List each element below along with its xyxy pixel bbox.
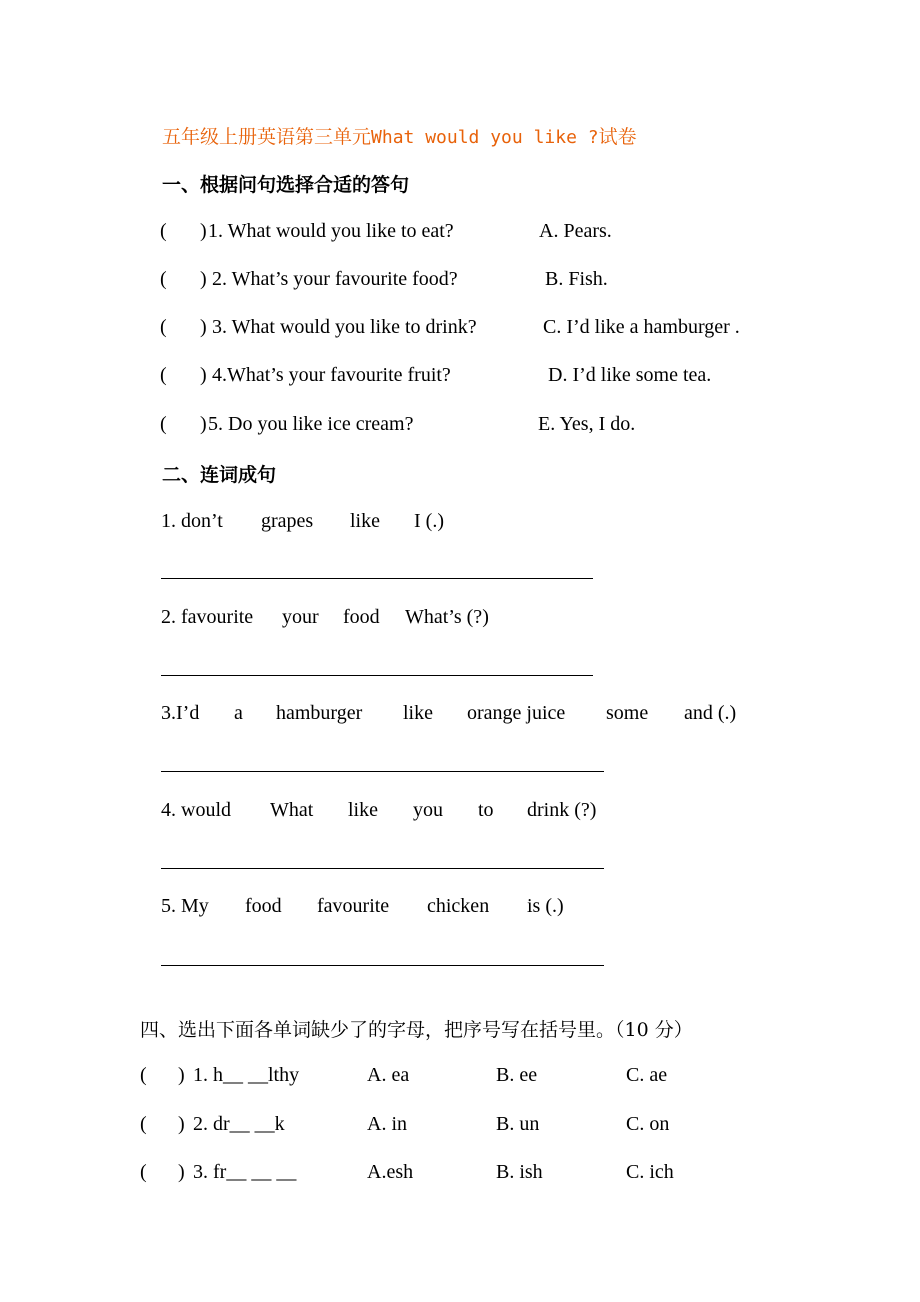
word-chip: I (.) — [414, 510, 444, 532]
answer-bracket-close: ) — [178, 1064, 185, 1086]
option-a: A. in — [367, 1113, 407, 1135]
question-text: 1. What would you like to eat? — [208, 220, 454, 242]
answer-bracket-close: ) — [200, 268, 207, 290]
title-cn-prefix: 五年级上册英语第三单元 — [162, 126, 372, 148]
word-chip: and (.) — [684, 702, 737, 724]
question-text: 4.What’s your favourite fruit? — [212, 364, 451, 386]
word-chip: you — [413, 799, 443, 821]
section4-heading: 四、选出下面各单词缺少了的字母，把序号写在括号里。（10 分） — [140, 1019, 693, 1041]
answer-bracket-close: ) — [200, 413, 207, 435]
answer-line[interactable] — [161, 675, 593, 676]
word-chip: food — [343, 606, 380, 628]
word-chip: is (.) — [527, 895, 564, 917]
word-chip: 4. would — [161, 799, 231, 821]
answer-bracket-open: ( — [160, 413, 167, 435]
word-chip: like — [403, 702, 433, 724]
option-c: C. ae — [626, 1064, 668, 1086]
option-c: C. ich — [626, 1161, 674, 1183]
option-c: C. on — [626, 1113, 670, 1135]
page-title — [162, 122, 637, 149]
answer-option: D. I’d like some tea. — [548, 364, 712, 386]
word-chip: like — [350, 510, 380, 532]
word-chip: grapes — [261, 510, 314, 532]
word-chip: 1. don’t — [161, 510, 223, 532]
question-text: 2. What’s your favourite food? — [212, 268, 458, 290]
spelling-word: 2. dr__ __k — [193, 1113, 285, 1135]
answer-line[interactable] — [161, 965, 604, 966]
answer-line[interactable] — [161, 578, 593, 579]
word-chip: favourite — [317, 895, 390, 917]
word-chip: orange juice — [467, 702, 566, 724]
word-chip: 2. favourite — [161, 606, 254, 628]
option-a: A.esh — [367, 1161, 414, 1183]
word-chip: drink (?) — [527, 799, 597, 821]
word-chip: to — [478, 799, 494, 821]
question-text: 3. What would you like to drink? — [212, 316, 477, 338]
option-b: B. ish — [496, 1161, 543, 1183]
word-chip: What — [270, 799, 314, 821]
answer-option: E. Yes, I do. — [538, 413, 636, 435]
word-chip: 5. My — [161, 895, 209, 917]
spelling-word: 1. h__ __lthy — [193, 1064, 300, 1086]
option-b: B. un — [496, 1113, 540, 1135]
answer-option: B. Fish. — [545, 268, 608, 290]
answer-bracket-open: ( — [160, 316, 167, 338]
answer-bracket-open: ( — [160, 268, 167, 290]
word-chip: food — [245, 895, 282, 917]
option-a: A. ea — [367, 1064, 410, 1086]
answer-bracket-close: ) — [200, 220, 207, 242]
word-chip: a — [234, 702, 243, 724]
word-chip: like — [348, 799, 378, 821]
section1-heading: 一、根据问句选择合适的答句 — [162, 174, 410, 196]
answer-bracket-close: ) — [178, 1161, 185, 1183]
answer-line[interactable] — [161, 771, 604, 772]
word-chip: What’s (?) — [405, 606, 489, 628]
answer-bracket-open: ( — [160, 220, 167, 242]
question-text: 5. Do you like ice cream? — [208, 413, 414, 435]
answer-option: A. Pears. — [539, 220, 612, 242]
word-chip: 3.I’d — [161, 702, 200, 724]
title-cn-suffix: 试卷 — [598, 126, 637, 148]
answer-line[interactable] — [161, 868, 604, 869]
answer-bracket-open: ( — [140, 1161, 147, 1183]
word-chip: your — [282, 606, 319, 628]
word-chip: some — [606, 702, 649, 724]
spelling-word: 3. fr__ __ __ — [193, 1161, 297, 1183]
answer-bracket-close: ) — [200, 316, 207, 338]
answer-bracket-open: ( — [160, 364, 167, 386]
section2-heading: 二、连词成句 — [162, 464, 277, 486]
answer-option: C. I’d like a hamburger . — [543, 316, 740, 338]
answer-bracket-close: ) — [200, 364, 207, 386]
title-en: What would you like ? — [371, 127, 599, 148]
option-b: B. ee — [496, 1064, 538, 1086]
answer-bracket-open: ( — [140, 1113, 147, 1135]
answer-bracket-open: ( — [140, 1064, 147, 1086]
word-chip: hamburger — [276, 702, 363, 724]
word-chip: chicken — [427, 895, 490, 917]
answer-bracket-close: ) — [178, 1113, 185, 1135]
